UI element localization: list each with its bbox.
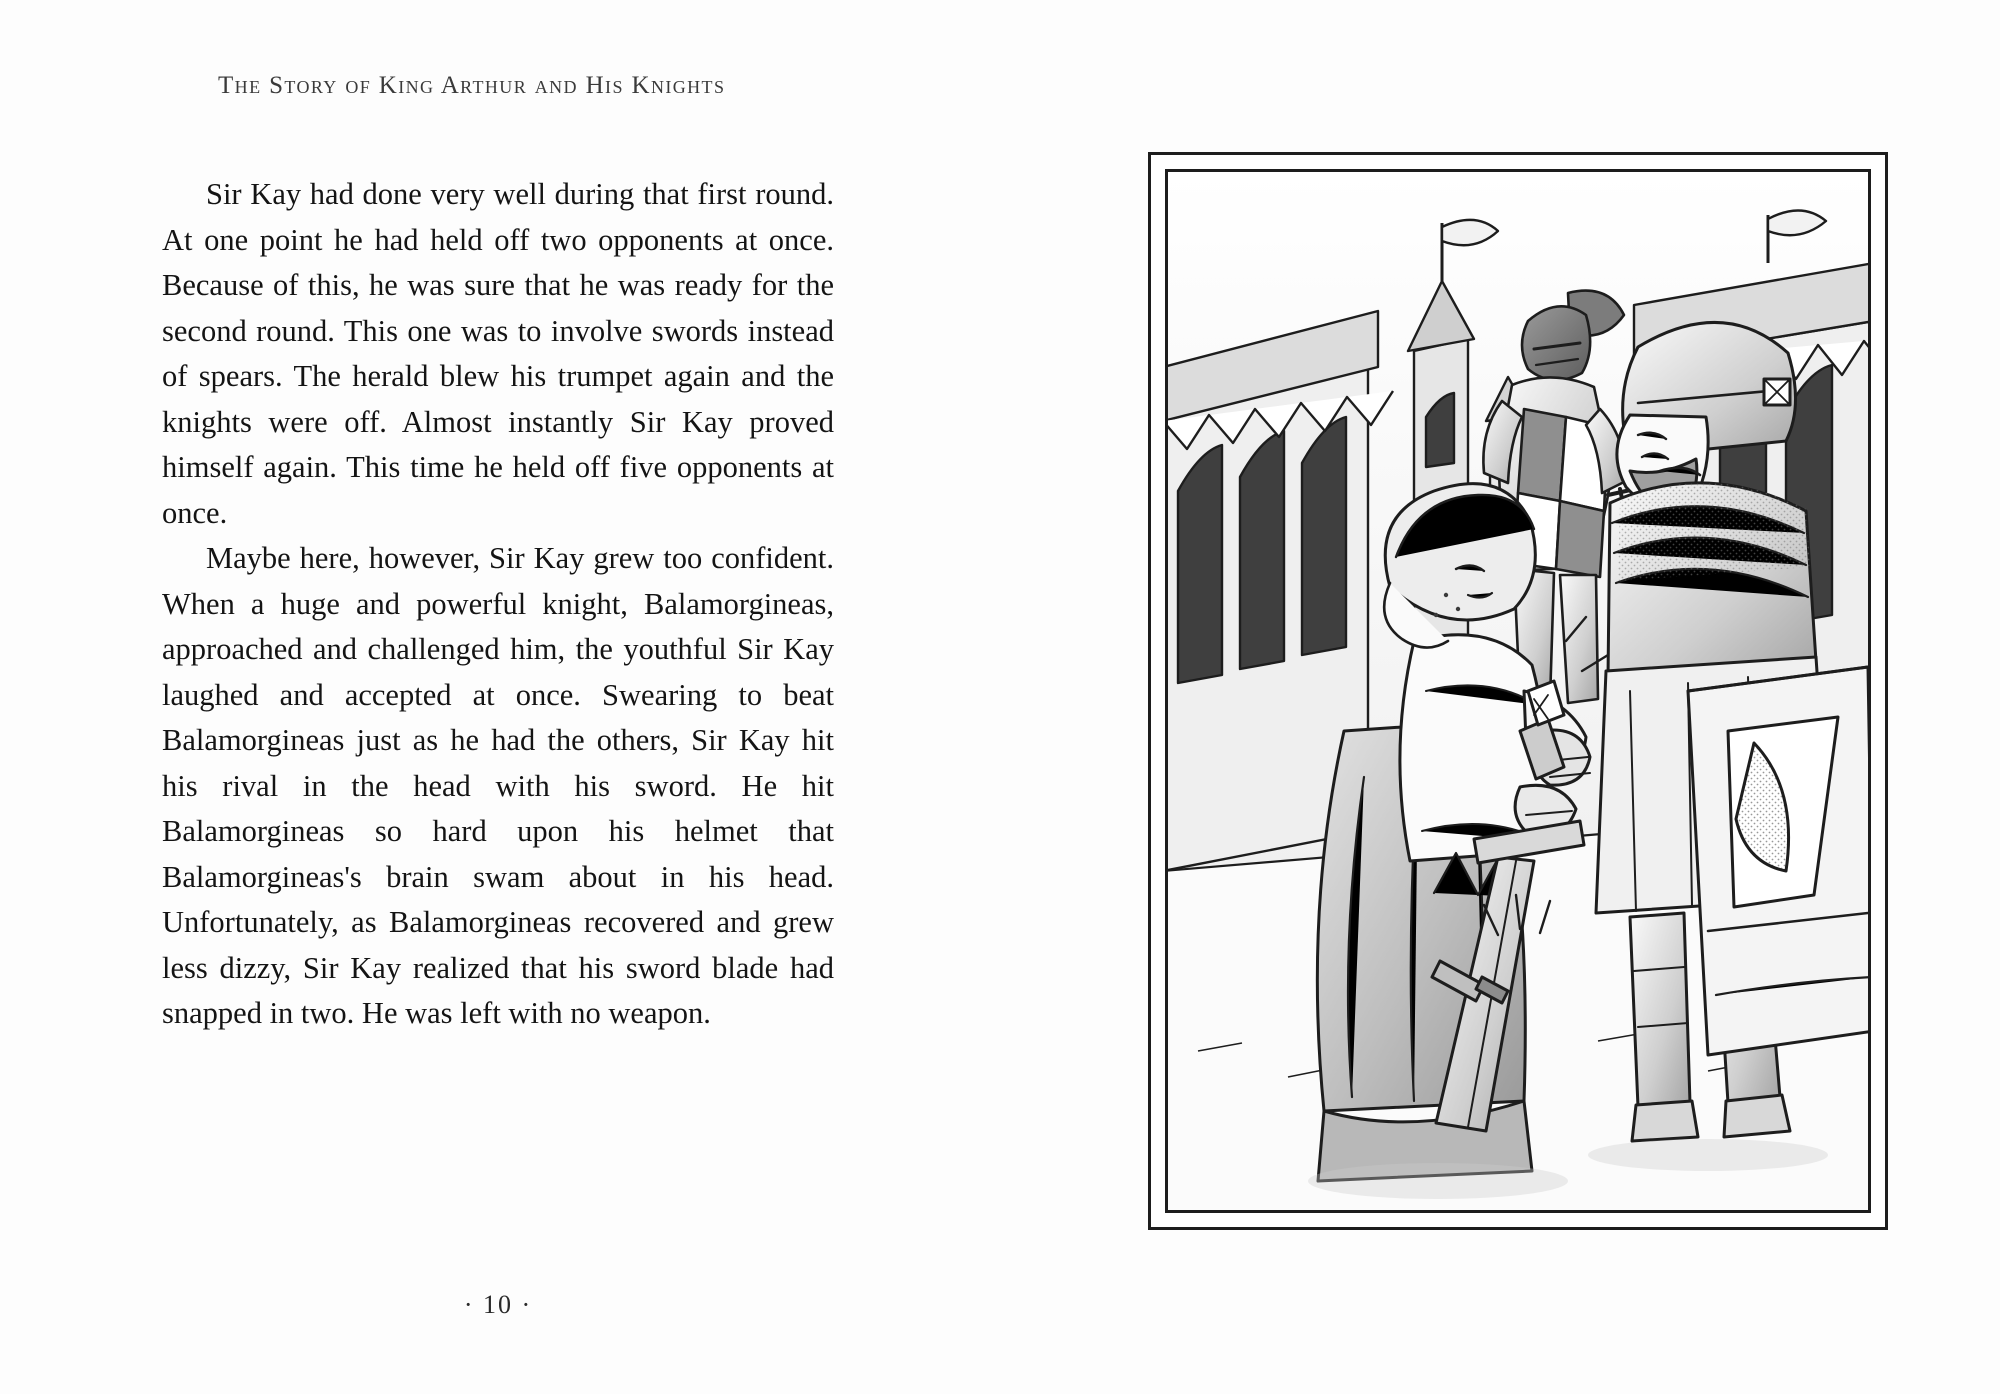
illustration-frame <box>1148 152 1888 1230</box>
page-number: · 10 · <box>463 1290 533 1319</box>
body-paragraph: Maybe here, however, Sir Kay grew too confident. When a huge and powerful knight, Balamorgineas, approached and challenged him, the youthful Sir Kay laughed and accepted at once. Swearing to beat Balamorgineas just as he had the others, Sir Kay hit his rival in the head with his sword. He hit Balamorgineas so hard upon his helmet that Balamorgineas's brain swam about in his head. Unfortunately, as Balamorgineas recovered and grew less dizzy, Sir Kay realized that his sword blade had snapped in two. He was left with no weapon. <box>162 541 834 1030</box>
text-column <box>162 172 834 1037</box>
body-paragraph: Sir Kay had done very well during that first round. At one point he had held off two opponents at once. Because of this, he was sure that he was ready for the second round. This one was to involve swords instead of spears. The herald blew his trumpet again and the knights were off. Almost instantly Sir Kay proved himself again. This time he held off five opponents at once. <box>162 177 834 530</box>
knight-duel-illustration <box>1168 172 1868 1210</box>
running-head: The Story of King Arthur and His Knights <box>218 72 726 99</box>
illustration-inner-frame <box>1165 169 1871 1213</box>
